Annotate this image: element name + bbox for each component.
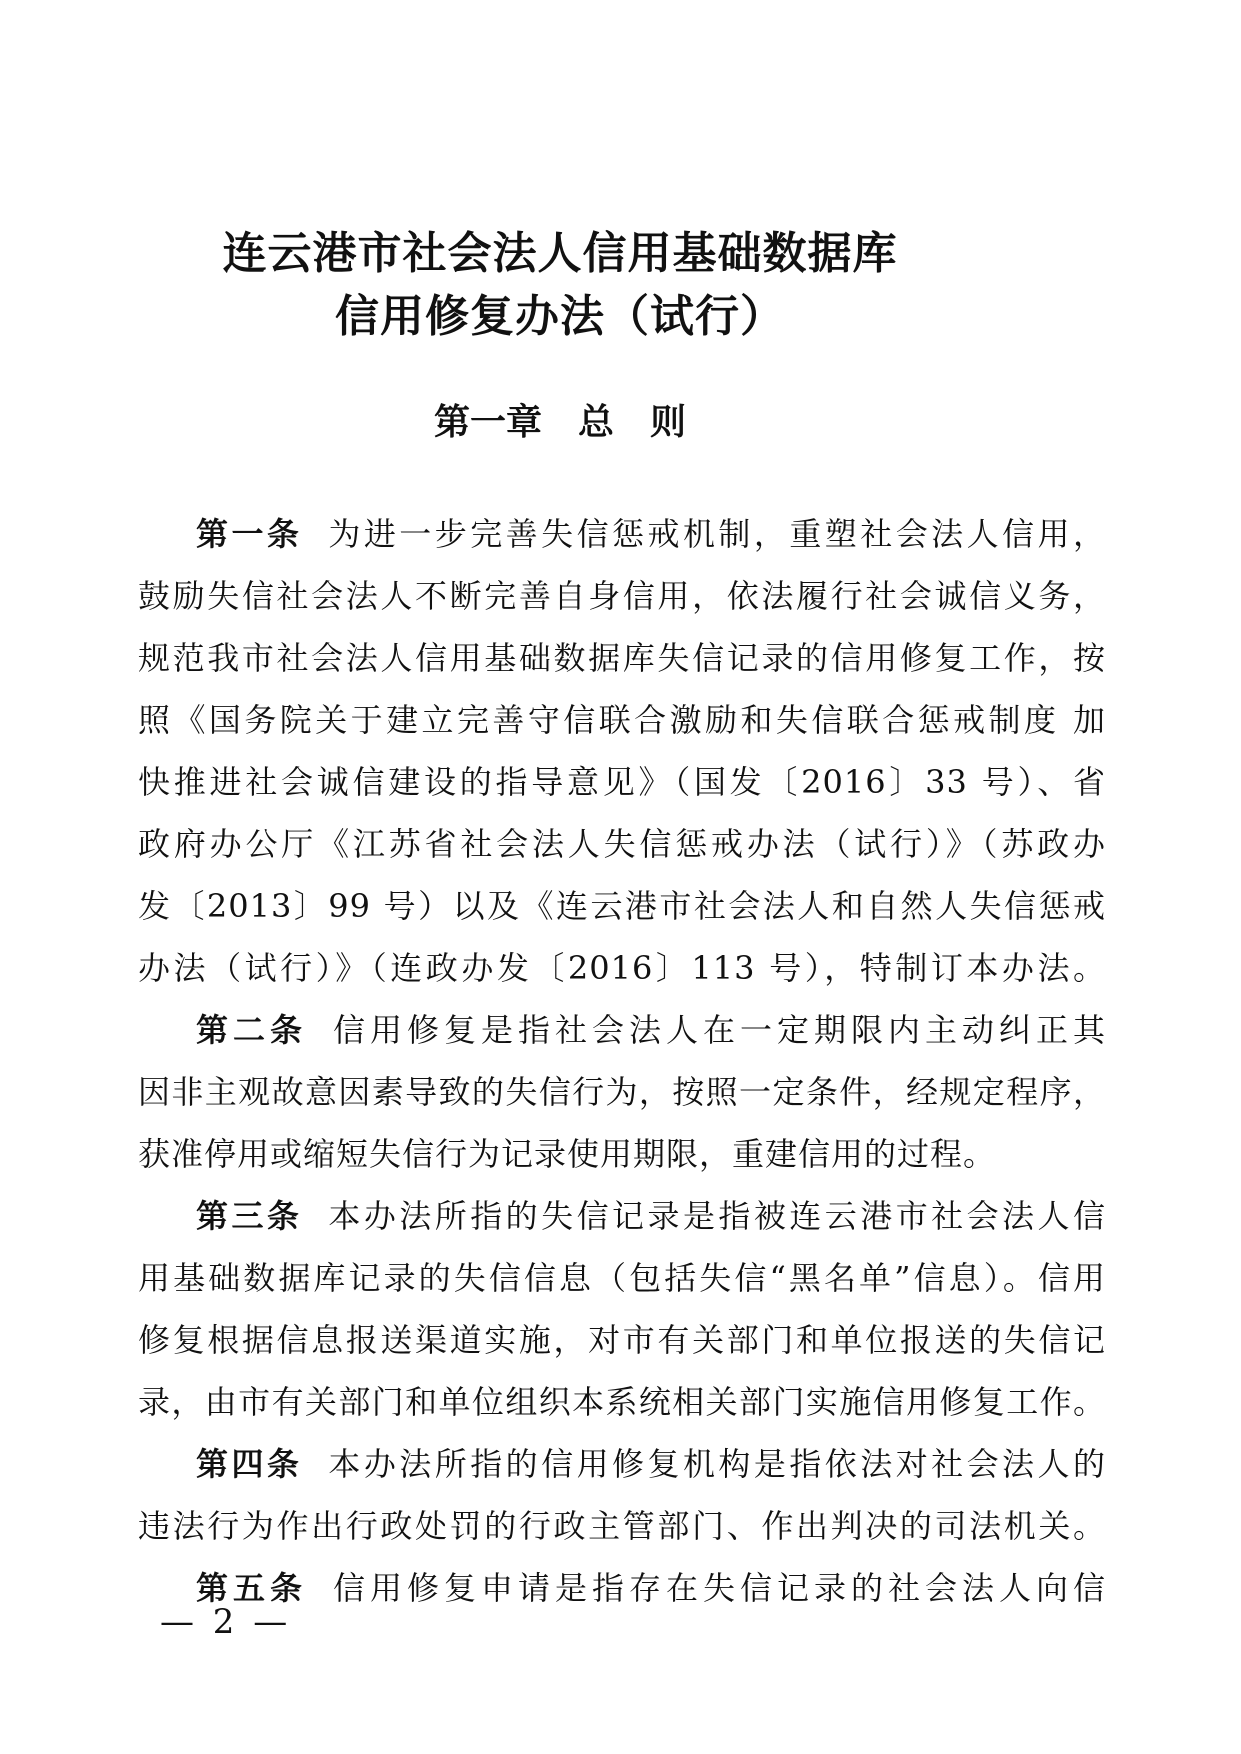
body-line <box>138 999 1106 1061</box>
body-line <box>138 627 1106 689</box>
article-label: 第二条 <box>196 1012 307 1048</box>
body-line <box>138 1123 1106 1185</box>
line-text: 本办法所指的失信记录是指被连云港市社会法人信 <box>328 1197 1106 1235</box>
article-label: 第五条 <box>196 1570 307 1606</box>
line-text: 规范我市社会法人信用基础数据库失信记录的信用修复工作，按 <box>138 639 1106 677</box>
title-line-1: 连云港市社会法人信用基础数据库 <box>222 228 898 279</box>
body-line <box>138 1371 1106 1433</box>
body-line <box>138 937 1106 999</box>
article-label: 第一条 <box>196 516 303 552</box>
body-line <box>138 1061 1106 1123</box>
body-line <box>138 565 1106 627</box>
article-label: 第三条 <box>196 1198 303 1234</box>
line-text: 获准停用或缩短失信行为记录使用期限，重建信用的过程。 <box>138 1135 997 1173</box>
line-text: 录，由市有关部门和单位组织本系统相关部门实施信用修复工作。 <box>138 1383 1106 1421</box>
line-text: 修复根据信息报送渠道实施，对市有关部门和单位报送的失信记 <box>138 1321 1106 1359</box>
line-text: 为进一步完善失信惩戒机制，重塑社会法人信用， <box>328 515 1106 553</box>
article-label: 第四条 <box>196 1446 303 1482</box>
body-line <box>138 751 1106 813</box>
title-line-2: 信用修复办法（试行） <box>335 291 785 342</box>
line-text: 照《国务院关于建立完善守信联合激励和失信联合惩戒制度 加 <box>138 701 1106 739</box>
page-number: — 2 — <box>160 1602 292 1642</box>
document-title <box>140 222 980 348</box>
line-text: 用基础数据库记录的失信信息（包括失信“黑名单”信息）。信用 <box>138 1259 1106 1297</box>
body-line <box>138 1247 1106 1309</box>
body-line <box>138 689 1106 751</box>
line-text: 信用修复申请是指存在失信记录的社会法人向信 <box>333 1569 1106 1607</box>
body-text <box>138 503 1106 1619</box>
line-text: 办法（试行）》（连政办发〔2016〕113 号），特制订本办法。 <box>138 949 1106 987</box>
body-line <box>138 1433 1106 1495</box>
line-text: 因非主观故意因素导致的失信行为，按照一定条件，经规定程序， <box>138 1073 1106 1111</box>
line-text: 快推进社会诚信建设的指导意见》（国发〔2016〕33 号）、省 <box>138 763 1106 801</box>
body-line <box>138 503 1106 565</box>
line-text: 信用修复是指社会法人在一定期限内主动纠正其 <box>333 1011 1106 1049</box>
line-text: 违法行为作出行政处罚的行政主管部门、作出判决的司法机关。 <box>138 1507 1106 1545</box>
body-line <box>138 1495 1106 1557</box>
body-line <box>138 1309 1106 1371</box>
line-text: 本办法所指的信用修复机构是指依法对社会法人的 <box>328 1445 1106 1483</box>
body-line <box>138 813 1106 875</box>
body-line <box>138 875 1106 937</box>
line-text: 鼓励失信社会法人不断完善自身信用，依法履行社会诚信义务， <box>138 577 1106 615</box>
body-line <box>138 1185 1106 1247</box>
chapter-heading: 第一章 总 则 <box>433 401 686 442</box>
line-text: 发〔2013〕99 号）以及《连云港市社会法人和自然人失信惩戒 <box>138 887 1106 925</box>
line-text: 政府办公厅《江苏省社会法人失信惩戒办法（试行）》（苏政办 <box>138 825 1106 863</box>
